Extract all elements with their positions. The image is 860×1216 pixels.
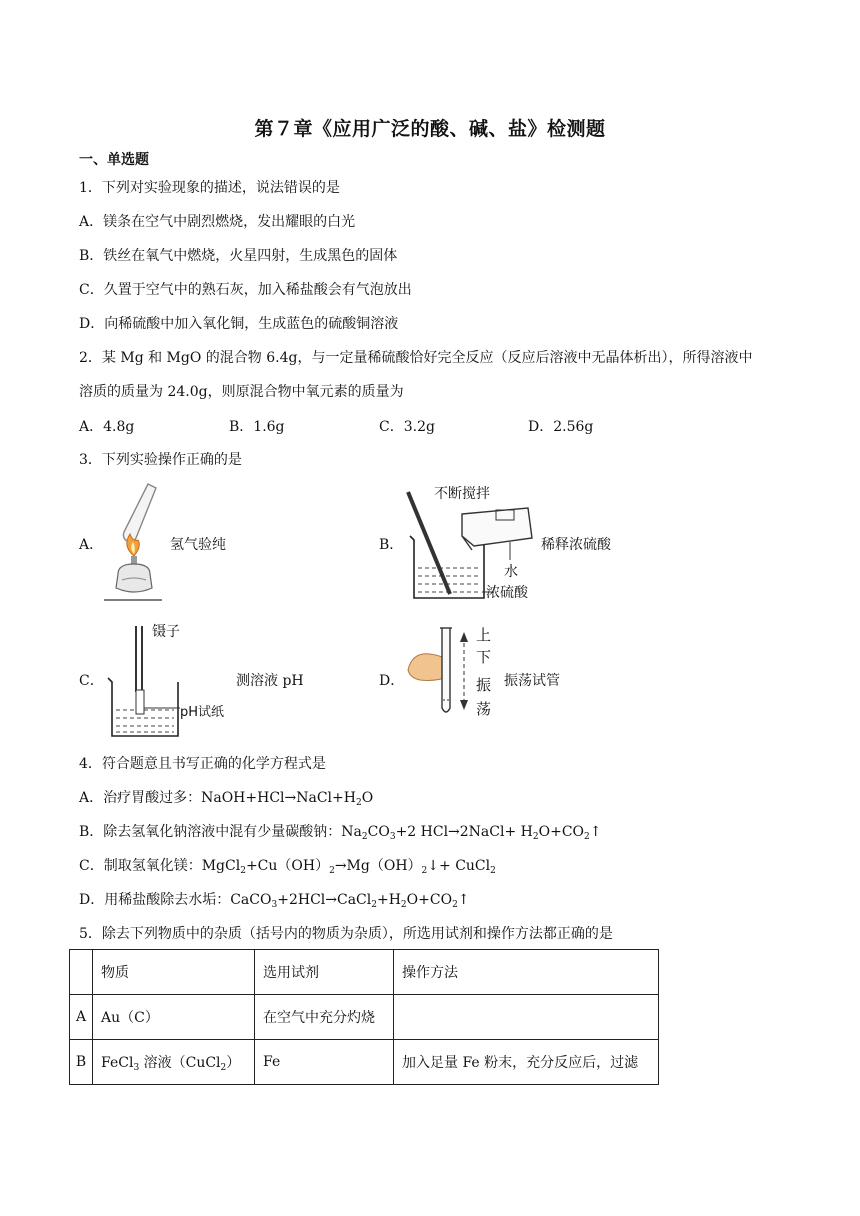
shake-tube-figure (400, 610, 510, 726)
table-cell: B (70, 1040, 93, 1085)
table-cell: Au（C） (93, 995, 255, 1040)
table-header-cell: 物质 (93, 950, 255, 995)
table-header-cell: 操作方法 (394, 950, 659, 995)
q3-option-c-letter: C． (79, 673, 104, 689)
q1-stem: 1．下列对实验现象的描述，说法错误的是 (79, 180, 340, 196)
label-up: 上 (476, 626, 492, 644)
q3-option-d-letter: D． (379, 673, 405, 689)
q4-option-c: C．制取氢氧化镁：$MgCl_2+Cu(OH)_2\to Mg(OH)_2↓+$ CuCl$_2$ (79, 858, 496, 876)
q3-option-a-letter: A． (79, 537, 104, 553)
flame-test-tube-figure (100, 480, 166, 606)
label-shake2: 荡 (476, 700, 492, 718)
q3-stem: 3．下列实验操作正确的是 (79, 452, 242, 468)
table-cell: 加入足量 Fe 粉末，充分反应后，过滤 (394, 1040, 659, 1085)
label-ph-paper: pH试纸 (180, 705, 225, 720)
q2-option-b: B．1.6g (229, 419, 285, 435)
q3-option-b-label: 稀释浓硫酸 (541, 537, 611, 553)
q4-option-d: D．用稀盐酸除去水垢：$CaCO_3+2HCl\to CaCl_2+H_2O+CO_2↑$ (79, 892, 470, 910)
q1-option-a: A．镁条在空气中剧烈燃烧，发出耀眼的白光 (79, 214, 356, 230)
q1-option-d: D．向稀硫酸中加入氧化铜，生成蓝色的硫酸铜溶液 (79, 316, 399, 332)
table-header-cell (70, 950, 93, 995)
q4-option-a: A．治疗胃酸过多：$NaOH+HCl\to NaCl+H_2O$ (79, 790, 374, 808)
q3-option-b-letter: B． (379, 537, 404, 553)
table-cell: Fe (255, 1040, 394, 1085)
q2-option-c: C．3.2g (379, 419, 435, 435)
q5-table (69, 949, 659, 1085)
q4-option-b: B．除去氢氧化钠溶液中混有少量碳酸钠：$Na_2CO_3+2$ HCl→2NaCl+ $H_2O+CO_2↑$ (79, 824, 602, 842)
q3-option-c-label: 测溶液 pH (236, 673, 304, 689)
q1-option-c: C．久置于空气中的熟石灰，加入稀盐酸会有气泡放出 (79, 282, 412, 298)
table-cell: FeCl$_3$ 溶液（CuCl$_2$） (93, 1040, 255, 1085)
label-water: 水 (504, 564, 518, 580)
label-shake1: 振 (476, 676, 492, 694)
section-heading: 一、单选题 (79, 152, 149, 168)
table-cell: A (70, 995, 93, 1040)
q4-stem: 4．符合题意且书写正确的化学方程式是 (79, 756, 326, 772)
ph-test-figure (100, 620, 250, 740)
q2-stem-line1: 2．某 Mg 和 MgO 的混合物 6.4g，与一定量稀硫酸恰好完全反应（反应后溶液中无晶体析出），所得溶液中 (79, 350, 753, 366)
table-cell: 在空气中充分灼烧 (255, 995, 394, 1040)
q1-option-b: B．铁丝在氧气中燃烧，火星四射，生成黑色的固体 (79, 248, 398, 264)
page-title: 第７章《应用广泛的酸、碱、盐》检测题 (254, 118, 606, 140)
table-row (70, 1040, 659, 1085)
q3-option-d-label: 振荡试管 (504, 673, 560, 689)
table-header-row (70, 950, 659, 995)
q2-stem-line2: 溶质的质量为 24.0g，则原混合物中氧元素的质量为 (79, 384, 404, 400)
table-header-cell: 选用试剂 (255, 950, 394, 995)
label-down: 下 (476, 648, 492, 666)
label-conc-acid: 浓硫酸 (486, 585, 528, 601)
q3-option-a-label: 氢气验纯 (170, 537, 226, 553)
label-stir: 不断搅拌 (434, 486, 490, 502)
q5-stem: 5．除去下列物质中的杂质（括号内的物质为杂质），所选用试剂和操作方法都正确的是 (79, 926, 613, 942)
table-row (70, 995, 659, 1040)
q2-option-a: A．4.8g (79, 419, 135, 435)
dilution-figure (400, 480, 540, 604)
table-cell (394, 995, 659, 1040)
label-tweezers: 镊子 (152, 624, 180, 640)
q2-option-d: D．2.56g (528, 419, 594, 435)
